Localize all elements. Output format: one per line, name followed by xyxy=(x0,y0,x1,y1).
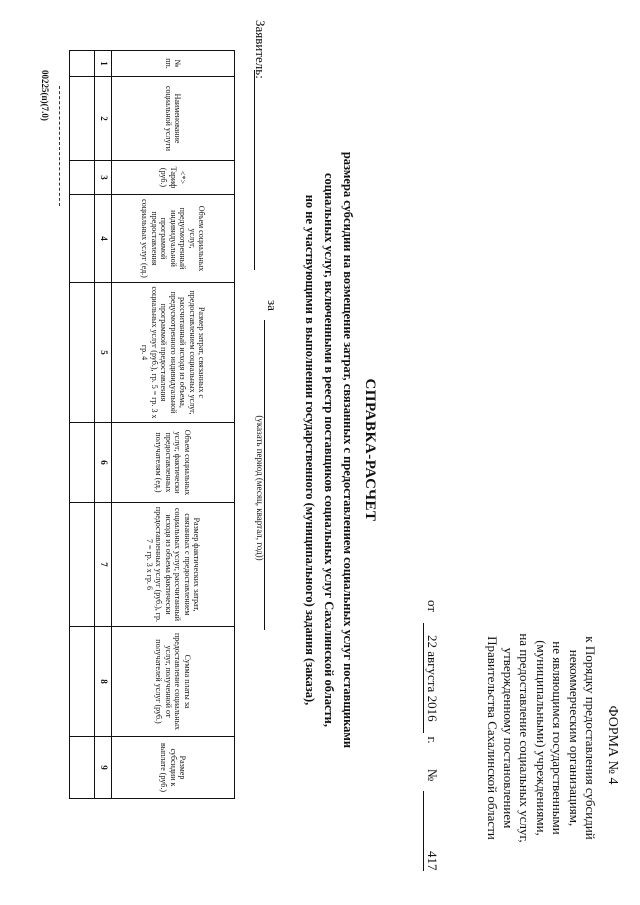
calculation-table xyxy=(69,50,235,799)
header-line: (муниципальными) учреждениями, xyxy=(533,640,549,836)
column-number: 8 xyxy=(95,627,112,737)
table-row xyxy=(70,51,95,799)
period-blank xyxy=(264,320,278,630)
table-cell xyxy=(70,423,95,503)
table-header-cell: Размер фактических затрат, связанных с предоставлением социальных услуг, рассчитанный исходя из объема фактически предоставленных услуг (руб.), гр. 7 = гр. 3 x гр. 6 xyxy=(112,503,235,627)
period-hint: (указать период (месяц, квартал, год)) xyxy=(255,415,265,561)
description-line: социальных услуг, включенными в реестр поставщиков социальных услуг Сахалинской области, xyxy=(322,172,336,728)
description-line: размера субсидии на возмещение затрат, связанных с предоставлением социальных услуг поставщиками xyxy=(341,151,355,749)
column-number: 9 xyxy=(95,737,112,799)
header-line: утвержденному постановлением xyxy=(500,647,516,829)
table-cell xyxy=(70,503,95,627)
applicant-label: Заявитель: xyxy=(253,20,268,79)
order-year-suffix: г. xyxy=(425,736,440,744)
period-prefix: за xyxy=(265,300,280,311)
table-cell xyxy=(70,627,95,737)
order-line xyxy=(423,600,440,900)
table-cell xyxy=(70,195,95,283)
table-header-cell: Сумма платы за предоставление социальных услуг, полученной от получателей услуг (руб.) xyxy=(112,627,235,737)
order-number-label: № xyxy=(425,768,440,782)
column-number: 7 xyxy=(95,503,112,627)
form-label: ФОРМА № 4 xyxy=(605,705,620,785)
header-block xyxy=(483,590,598,886)
description-line: но не участвующими в выполнении государственного (муниципального) задания (заказа), xyxy=(303,194,317,706)
document-title: СПРАВКА-РАСЧЕТ xyxy=(362,378,378,522)
table-cell xyxy=(70,283,95,423)
table-cell xyxy=(70,77,95,161)
table-cell xyxy=(70,161,95,195)
footer-code: 00225(п)(7.0) xyxy=(40,70,50,121)
table-header-cell: Объем социальных услуг, предусмотренный индивидуальной программой предоставления социальных услуг (ед.) xyxy=(112,195,235,283)
table-header-row xyxy=(112,51,235,799)
column-number: 6 xyxy=(95,423,112,503)
table-number-row xyxy=(95,51,112,799)
order-date: 22 августа 2016 xyxy=(423,623,440,733)
table-header-cell: Размер затрат, связанных с предоставлением социальных услуг, рассчитанный исходя из объема, предусмотренного индивидуальной программой предоставления социальных услуг (руб.), гр. 5 = гр. 3 x гр. 4 xyxy=(112,283,235,423)
header-line: не являющимся государственными xyxy=(550,641,566,835)
order-prefix: от xyxy=(425,600,440,613)
table-header-cell: Объем социальных услуг, фактически предоставленных получателям (ед.) xyxy=(112,423,235,503)
table-cell xyxy=(70,737,95,799)
header-line: некоммерческим организациям, xyxy=(566,649,582,827)
table-header-cell: Размер субсидии к выплате (руб.) xyxy=(112,737,235,799)
applicant-blank xyxy=(254,70,255,270)
header-line: к Порядку предоставления субсидий xyxy=(583,636,598,840)
column-number: 4 xyxy=(95,195,112,283)
header-line: на предоставление социальных услуг, xyxy=(517,633,533,843)
column-number: 2 xyxy=(95,77,112,161)
table-header-cell: <*> Тариф (руб.) xyxy=(112,161,235,195)
period-line xyxy=(264,300,280,680)
order-number: 417 xyxy=(423,791,440,871)
table-header-cell: Наименование социальной услуги xyxy=(112,77,235,161)
column-number: 5 xyxy=(95,283,112,423)
column-number: 1 xyxy=(95,51,112,77)
table-cell xyxy=(70,51,95,77)
table-header-cell: № пп. xyxy=(112,51,235,77)
column-number: 3 xyxy=(95,161,112,195)
signature-line xyxy=(59,86,60,206)
document-description xyxy=(300,70,357,830)
header-line: Правительства Сахалинской области xyxy=(484,636,500,840)
